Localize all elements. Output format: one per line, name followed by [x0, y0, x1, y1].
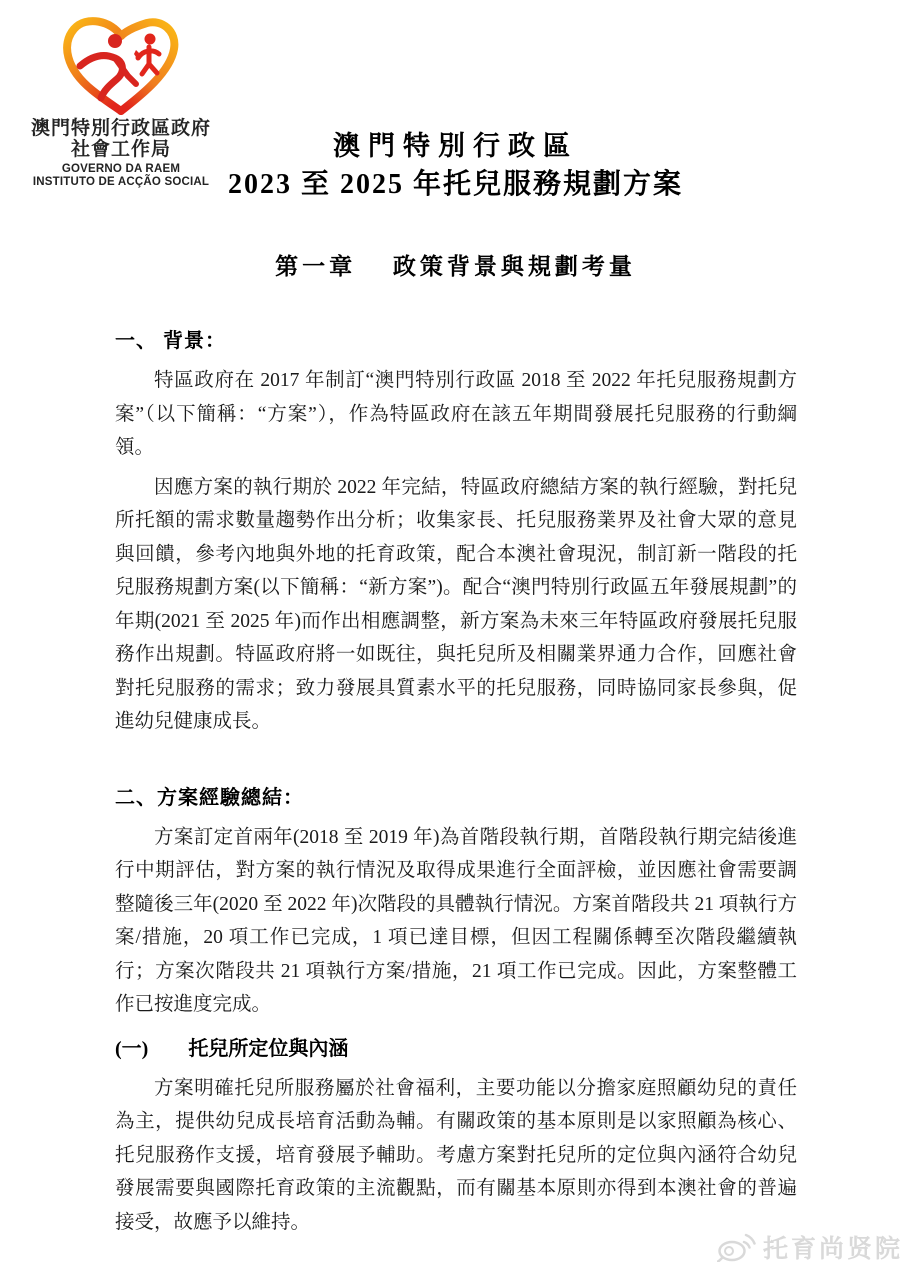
watermark — [717, 1229, 903, 1265]
section-1-heading: 一、 背景： — [115, 330, 226, 352]
org-name-pt-line2: INSTITUTO DE ACÇÃO SOCIAL — [32, 176, 210, 188]
section-2-paragraph-1: 方案訂定首兩年(2018 至 2019 年)為首階段執行期，首階段執行期完結後進行中期評估，對方案的執行情況及取得成果進行全面評檢，並因應社會需要調整隨後三年(2020 至 2022 年)次階段的具體執行情況。方案首階段共 21 項執行方案/措施，20 項工作已完成，1 項已達目標，但因工程關係轉至次階段繼續執行；方案次階段共 21 項執行方案/措施，21 項工作已完成。因此，方案整體工作已按進度完成。 — [115, 826, 797, 1015]
document-title-line2: 2023 至 2025 年托兒服務規劃方案 — [227, 169, 683, 200]
weibo-icon — [717, 1232, 757, 1262]
chapter-heading: 第一章 政策背景與規劃考量 — [275, 254, 636, 279]
org-name-cn-line1: 澳門特別行政區政府 — [30, 118, 211, 139]
document-title — [0, 130, 911, 202]
document-title-line1: 澳門特別行政區 — [333, 131, 578, 161]
org-name-cn-line2: 社會工作局 — [70, 139, 171, 160]
subsection-1-heading: (一) 托兒所定位與內涵 — [115, 1037, 349, 1060]
watermark-text: 托育尚贤院 — [762, 1235, 903, 1263]
section-1-paragraph-1: 特區政府在 2017 年制訂“澳門特別行政區 2018 至 2022 年托兒服務規劃方案”（以下簡稱：“方案”），作為特區政府在該五年期間發展托兒服務的行動綱領。 — [115, 370, 797, 458]
heart-logo-icon — [58, 14, 184, 116]
section-2-heading: 二、方案經驗總結： — [115, 786, 304, 809]
document-body — [115, 324, 797, 1239]
section-1-paragraph-2: 因應方案的執行期於 2022 年完結，特區政府總結方案的執行經驗，對托兒所托額的需求數量趨勢作出分析；收集家長、托兒服務業界及社會大眾的意見與回饋，參考內地與外地的托育政策，配合本澳社會現況，制訂新一階段的托兒服務規劃方案(以下簡稱：“新方案”)。配合“澳門特別行政區五年發展規劃”的年期(2021 至 2025 年)而作出相應調整，新方案為未來三年特區政府發展托兒服務作出規劃。特區政府將一如既往，與托兒所及相關業界通力合作，回應社會對托兒服務的需求；致力發展具質素水平的托兒服務，同時協同家長參與，促進幼兒健康成長。 — [115, 476, 797, 732]
subsection-1-paragraph-1: 方案明確托兒所服務屬於社會福利，主要功能以分擔家庭照顧幼兒的責任為主，提供幼兒成長培育活動為輔。有關政策的基本原則是以家照顧為核心、托兒服務作支援，培育發展予輔助。考慮方案對托兒所的定位與內涵符合幼兒發展需要與國際托育政策的主流觀點，而有關基本原則亦得到本澳社會的普遍接受，故應予以維持。 — [115, 1077, 797, 1233]
org-name-pt-line1: GOVERNO DA RAEM — [61, 163, 181, 175]
